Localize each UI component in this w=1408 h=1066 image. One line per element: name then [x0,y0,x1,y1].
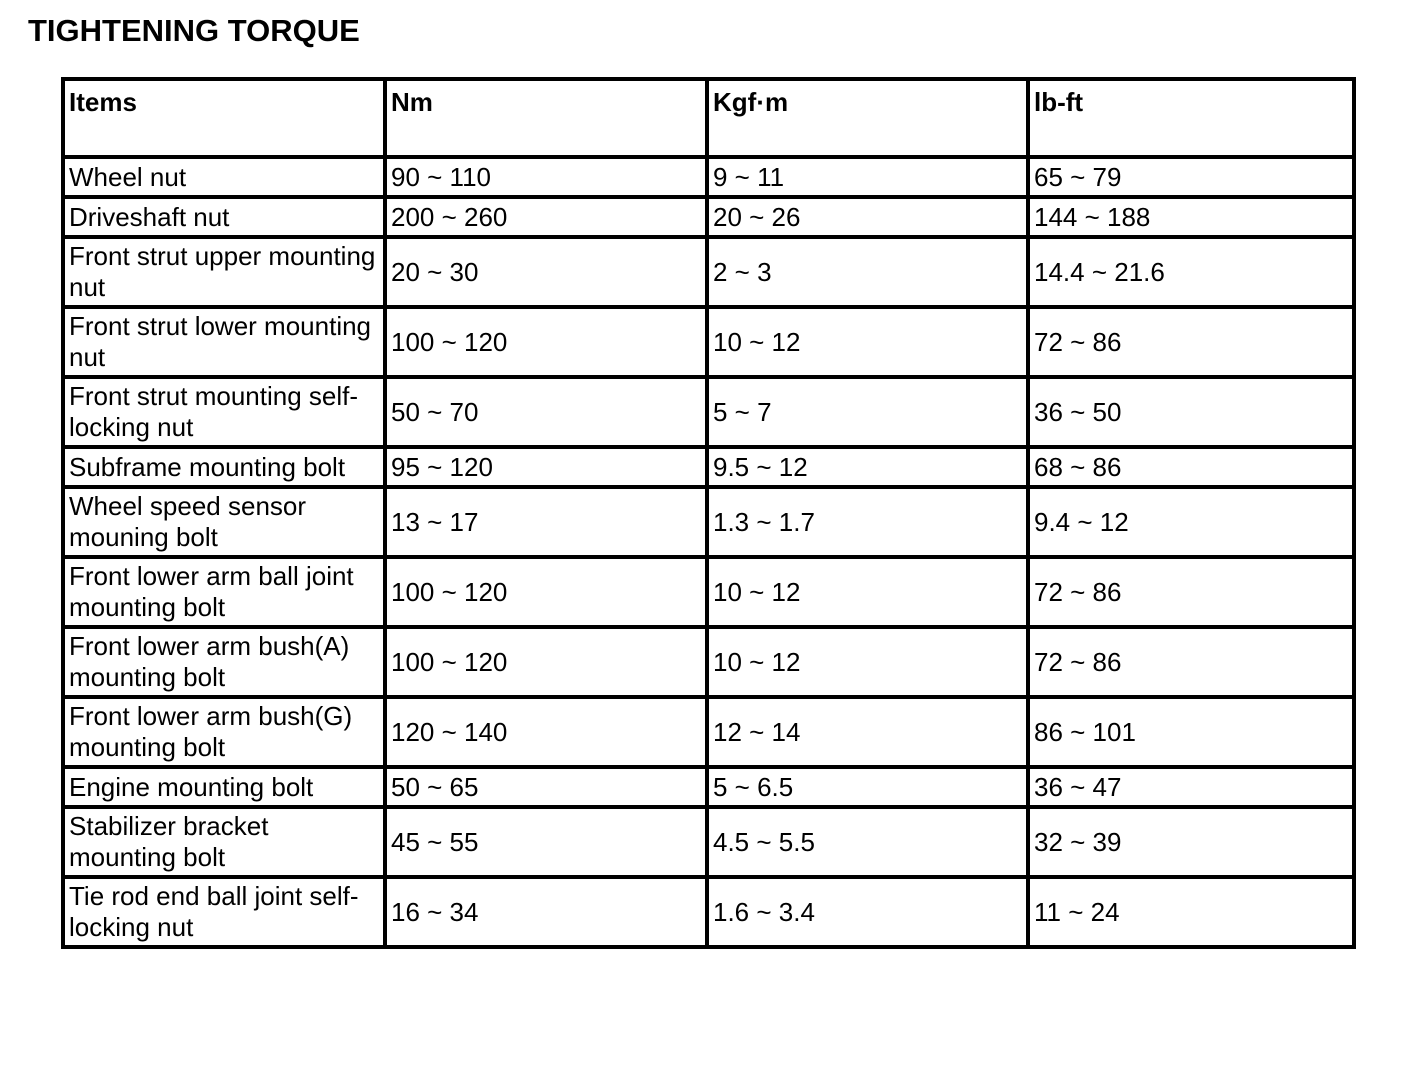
table-row [63,237,1354,307]
nm-cell: 50 ~ 70 [385,377,707,447]
table-header-row [63,79,1354,157]
item-cell: Front lower arm ball joint mounting bolt [63,557,385,627]
kgfm-cell: 1.3 ~ 1.7 [707,487,1028,557]
nm-cell: 90 ~ 110 [385,157,707,197]
kgfm-cell: 12 ~ 14 [707,697,1028,767]
item-cell: Engine mounting bolt [63,767,385,807]
column-header-lbft: lb-ft [1028,79,1354,157]
table-row [63,557,1354,627]
table-row [63,197,1354,237]
kgfm-cell: 9.5 ~ 12 [707,447,1028,487]
lbft-cell: 9.4 ~ 12 [1028,487,1354,557]
kgfm-cell: 10 ~ 12 [707,307,1028,377]
nm-cell: 50 ~ 65 [385,767,707,807]
nm-cell: 200 ~ 260 [385,197,707,237]
nm-cell: 100 ~ 120 [385,307,707,377]
lbft-cell: 36 ~ 47 [1028,767,1354,807]
nm-cell: 100 ~ 120 [385,627,707,697]
nm-cell: 95 ~ 120 [385,447,707,487]
kgfm-cell: 10 ~ 12 [707,557,1028,627]
item-cell: Wheel speed sensor mouning bolt [63,487,385,557]
torque-table [61,77,1356,949]
item-cell: Tie rod end ball joint self-locking nut [63,877,385,947]
lbft-cell: 65 ~ 79 [1028,157,1354,197]
column-header-items: Items [63,79,385,157]
nm-cell: 20 ~ 30 [385,237,707,307]
kgfm-cell: 1.6 ~ 3.4 [707,877,1028,947]
table-row [63,767,1354,807]
item-cell: Front strut upper mounting nut [63,237,385,307]
page-title: TIGHTENING TORQUE [28,13,360,48]
item-cell: Front strut mounting self-locking nut [63,377,385,447]
item-cell: Wheel nut [63,157,385,197]
nm-cell: 100 ~ 120 [385,557,707,627]
item-cell: Subframe mounting bolt [63,447,385,487]
table-row [63,697,1354,767]
table-row [63,157,1354,197]
nm-cell: 120 ~ 140 [385,697,707,767]
column-header-kgfm: Kgf·m [707,79,1028,157]
item-cell: Driveshaft nut [63,197,385,237]
lbft-cell: 86 ~ 101 [1028,697,1354,767]
kgfm-cell: 2 ~ 3 [707,237,1028,307]
nm-cell: 16 ~ 34 [385,877,707,947]
lbft-cell: 36 ~ 50 [1028,377,1354,447]
item-cell: Stabilizer bracket mounting bolt [63,807,385,877]
lbft-cell: 32 ~ 39 [1028,807,1354,877]
item-cell: Front lower arm bush(A) mounting bolt [63,627,385,697]
table-row [63,447,1354,487]
kgfm-cell: 9 ~ 11 [707,157,1028,197]
item-cell: Front strut lower mounting nut [63,307,385,377]
item-cell: Front lower arm bush(G) mounting bolt [63,697,385,767]
table-row [63,377,1354,447]
table-row [63,307,1354,377]
lbft-cell: 68 ~ 86 [1028,447,1354,487]
lbft-cell: 11 ~ 24 [1028,877,1354,947]
lbft-cell: 144 ~ 188 [1028,197,1354,237]
lbft-cell: 14.4 ~ 21.6 [1028,237,1354,307]
lbft-cell: 72 ~ 86 [1028,307,1354,377]
table-row [63,487,1354,557]
column-header-nm: Nm [385,79,707,157]
lbft-cell: 72 ~ 86 [1028,627,1354,697]
nm-cell: 45 ~ 55 [385,807,707,877]
kgfm-cell: 5 ~ 6.5 [707,767,1028,807]
kgfm-cell: 5 ~ 7 [707,377,1028,447]
table-row [63,877,1354,947]
nm-cell: 13 ~ 17 [385,487,707,557]
kgfm-cell: 10 ~ 12 [707,627,1028,697]
table-row [63,807,1354,877]
kgfm-cell: 4.5 ~ 5.5 [707,807,1028,877]
kgfm-cell: 20 ~ 26 [707,197,1028,237]
lbft-cell: 72 ~ 86 [1028,557,1354,627]
table-row [63,627,1354,697]
